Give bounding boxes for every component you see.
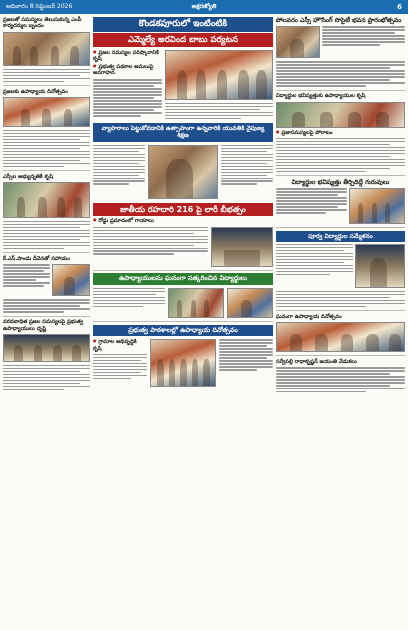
article-body — [93, 145, 145, 199]
subheadline: ● ప్రభుత్వ పథకాల అమలుపై అవగాహన — [93, 64, 162, 77]
subheadline: ● రోడ్డు ప్రమాదంలో గాయాలు — [93, 218, 273, 224]
article-body — [3, 69, 90, 82]
article-body — [93, 79, 162, 116]
news-photo — [3, 334, 90, 362]
news-photo — [150, 339, 216, 387]
main-headline: కొండకపూరులో ఇంటింటికి — [93, 17, 273, 32]
headline: వరదబాధిత ప్రజల సమస్యలపై ప్రభుత్వ ఉపాధ్యాయులు దృష్టి — [3, 319, 84, 332]
article-body — [3, 264, 50, 296]
headline: పోలవరం ఎస్సీ హౌసింగ్ సొసైటీ భవన ప్రారంభోత్సవం — [276, 17, 402, 24]
article-body — [276, 188, 347, 224]
section-banner: జాతీయ రహదారి 216 పై లారీ బీభత్సం — [93, 203, 273, 217]
news-photo — [168, 288, 224, 318]
column-center — [93, 17, 273, 387]
article-body — [219, 339, 273, 387]
issue-date: ఆదివారం 8 సెప్టెంబర్ 2026 — [6, 3, 73, 10]
headline: విద్యార్థుల భవిష్యత్తుకు ఉపాధ్యాయుల కృషి — [276, 93, 366, 100]
article-body — [93, 227, 208, 267]
subheadline: ● ప్రజాసమస్యలపై పోరాటం — [276, 130, 405, 136]
article-body — [276, 61, 405, 86]
article-body — [276, 367, 405, 392]
news-photo — [276, 26, 320, 58]
headline: కే.ఎస్.పాండు దీవెనతో సహాయం — [3, 255, 70, 262]
news-photo — [276, 102, 405, 128]
article-body — [93, 354, 147, 379]
news-photo — [349, 188, 405, 224]
article-body — [276, 291, 405, 307]
subheadline: ● గ్రామాల అభివృద్ధికి కృషి — [93, 339, 147, 352]
article-body — [3, 130, 90, 167]
article-body — [3, 221, 90, 249]
news-photo — [3, 97, 90, 127]
article-body — [221, 145, 273, 199]
article-body — [93, 288, 165, 318]
article-body — [276, 244, 353, 288]
article-body — [3, 365, 90, 390]
news-photo — [3, 32, 90, 66]
headline: విద్యార్థుల భవిష్యత్తు తీర్చిదిద్దే గురువులు — [291, 178, 390, 186]
news-photo — [355, 244, 405, 288]
news-photo — [52, 264, 90, 296]
article-body — [3, 299, 90, 312]
page-number: 6 — [397, 3, 402, 11]
news-photo — [148, 145, 218, 199]
headline: ఎస్సీల అభ్యున్నతికి కృషి — [3, 173, 54, 180]
article-body — [276, 138, 405, 172]
news-photo — [276, 322, 405, 352]
section-banner: పూర్వ విద్యార్థుల సమ్మేళనం — [276, 231, 405, 242]
section-banner: వ్యాపారాలు పెట్టుకోవడానికి ఉత్సాహంగా ఉన్నవారికి యువతికి నైపుణ్య శిక్షణ — [93, 123, 273, 141]
article-body — [165, 103, 273, 119]
news-photo — [227, 288, 273, 318]
paper-name: అక్షరజ్యోతి — [191, 3, 217, 10]
section-banner: ఉపాధ్యాయులను ఘనంగా సత్కరించిన విద్యార్థులు — [93, 273, 273, 285]
headline: సర్వేపల్లి రాధాకృష్ణన్ జయంతి వేడుకలు — [276, 358, 357, 365]
headline: ప్రజలతో సమస్యలు తెలుసుకున్న ఎంపీ కార్యదర్శుల బృందం — [3, 17, 82, 30]
news-photo — [165, 50, 273, 100]
page-header — [0, 0, 408, 14]
section-banner: ప్రభుత్వ పాఠశాలల్లో ఉపాధ్యాయ దినోత్సవం — [93, 325, 273, 337]
headline: ప్రజలకు ఉపాధ్యాయ దినోత్సవం — [3, 88, 68, 95]
news-photo — [211, 227, 273, 267]
article-body — [322, 26, 405, 58]
news-photo — [3, 182, 90, 218]
column-right — [276, 17, 405, 392]
column-left — [3, 17, 90, 390]
headline: ఘనంగా ఉపాధ్యాయ దినోత్సవం — [276, 313, 342, 320]
main-headline-line2: ఎమ్మెల్యే అరవింద బాబు పర్యటన — [93, 33, 273, 47]
subheadline: ● ప్రజల సమస్యల పరిష్కారానికి కృషి — [93, 50, 162, 63]
